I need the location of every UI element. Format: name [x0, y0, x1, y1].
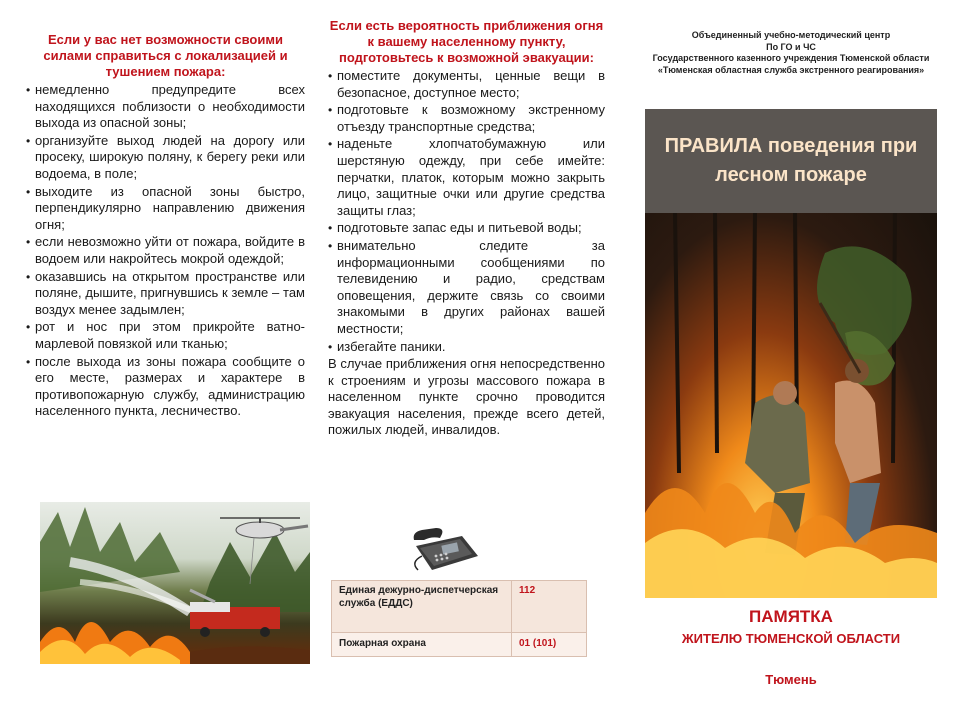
table-row [332, 581, 587, 633]
list-item: • после выхода из зоны пожара сообщите о его месте, размерах и характере в противопожарную службу, администрацию населенного пункта, лесничество. [26, 354, 305, 420]
list-item: • немедленно предупредите всех находящихся поблизости о необходимости выхода из опасной зоны; [26, 82, 305, 132]
evacuation-paragraph: В случае приближения огня непосредственно к строениям и угрозы массового пожара в населенном пункте срочно проводится эвакуация населения, прежде всего детей, пожилых людей, инвалидов. [328, 356, 605, 438]
org-line: Государственного казенного учреждения Тюменской области «Тюменская областная служба экстренного реагирования» [652, 53, 930, 75]
middle-heading: Если есть вероятность приближения огня к вашему населенному пункту, подготовьтесь к возможной эвакуации: [329, 18, 604, 65]
forest-fire-photo [645, 213, 937, 598]
list-item: • подготовьте к возможному экстренному отъезду транспортные средства; [328, 102, 605, 135]
list-item: • внимательно следите за информационными сообщениями по телевидению и радио, средствам оповещения, держите связь со своими знакомыми в других районах вашей местности; [328, 238, 605, 338]
city-name: Тюмень [765, 672, 817, 687]
list-item: • наденьте хлопчатобумажную или шерстяную одежду, при себе имейте: перчатки, платок, которым можно закрыть лицо, защитные очки или другие средства защиты глаз; [328, 136, 605, 219]
list-item: • выходите из опасной зоны быстро, перпендикулярно направлению движения огня; [26, 184, 305, 234]
contact-name: Пожарная охрана [332, 633, 512, 657]
left-heading: Если у вас нет возможности своими силами справиться с локализацией и тушением пожара: [43, 32, 288, 79]
org-line: По ГО и ЧС [766, 41, 816, 52]
contact-number: 112 [512, 581, 587, 633]
list-item: • организуйте выход людей на дорогу или просеку, широкую поляну, к берегу реки или водоема, в поле; [26, 133, 305, 183]
list-item: • избегайте паники. [328, 339, 605, 356]
contact-name: Единая дежурно-диспетчерская служба (ЕДДС) [332, 581, 512, 633]
list-item: • рот и нос при этом прикройте ватно-марлевой повязкой или тканью; [26, 319, 305, 352]
contact-number: 01 (101) [512, 633, 587, 657]
middle-column [328, 18, 605, 439]
memo-title: ПАМЯТКА [749, 607, 833, 626]
forest-fire-illustration [645, 213, 937, 598]
list-item: • подготовьте запас еды и питьевой воды; [328, 220, 605, 237]
left-column [26, 32, 305, 421]
left-list [26, 82, 305, 420]
brochure-title: ПРАВИЛА поведения при лесном пожаре [664, 135, 918, 186]
memo-subtitle: ЖИТЕЛЮ ТЮМЕНСКОЙ ОБЛАСТИ [681, 631, 901, 646]
organization-block [645, 30, 937, 76]
table-row [332, 633, 587, 657]
telephone-icon [410, 526, 482, 578]
middle-list [328, 68, 605, 355]
firefighting-illustration [40, 502, 310, 664]
list-item: • если невозможно уйти от пожара, войдите в водоем или накройтесь мокрой одеждой; [26, 234, 305, 267]
contacts-table [331, 580, 587, 657]
title-box [645, 109, 937, 213]
firefighting-photo [40, 502, 310, 664]
list-item: • оказавшись на открытом пространстве или поляне, дышите, пригнувшись к земле – там воздух менее задымлен; [26, 269, 305, 319]
list-item: • поместите документы, ценные вещи в безопасное, доступное место; [328, 68, 605, 101]
org-line: Объединенный учебно-методический центр [691, 30, 891, 40]
